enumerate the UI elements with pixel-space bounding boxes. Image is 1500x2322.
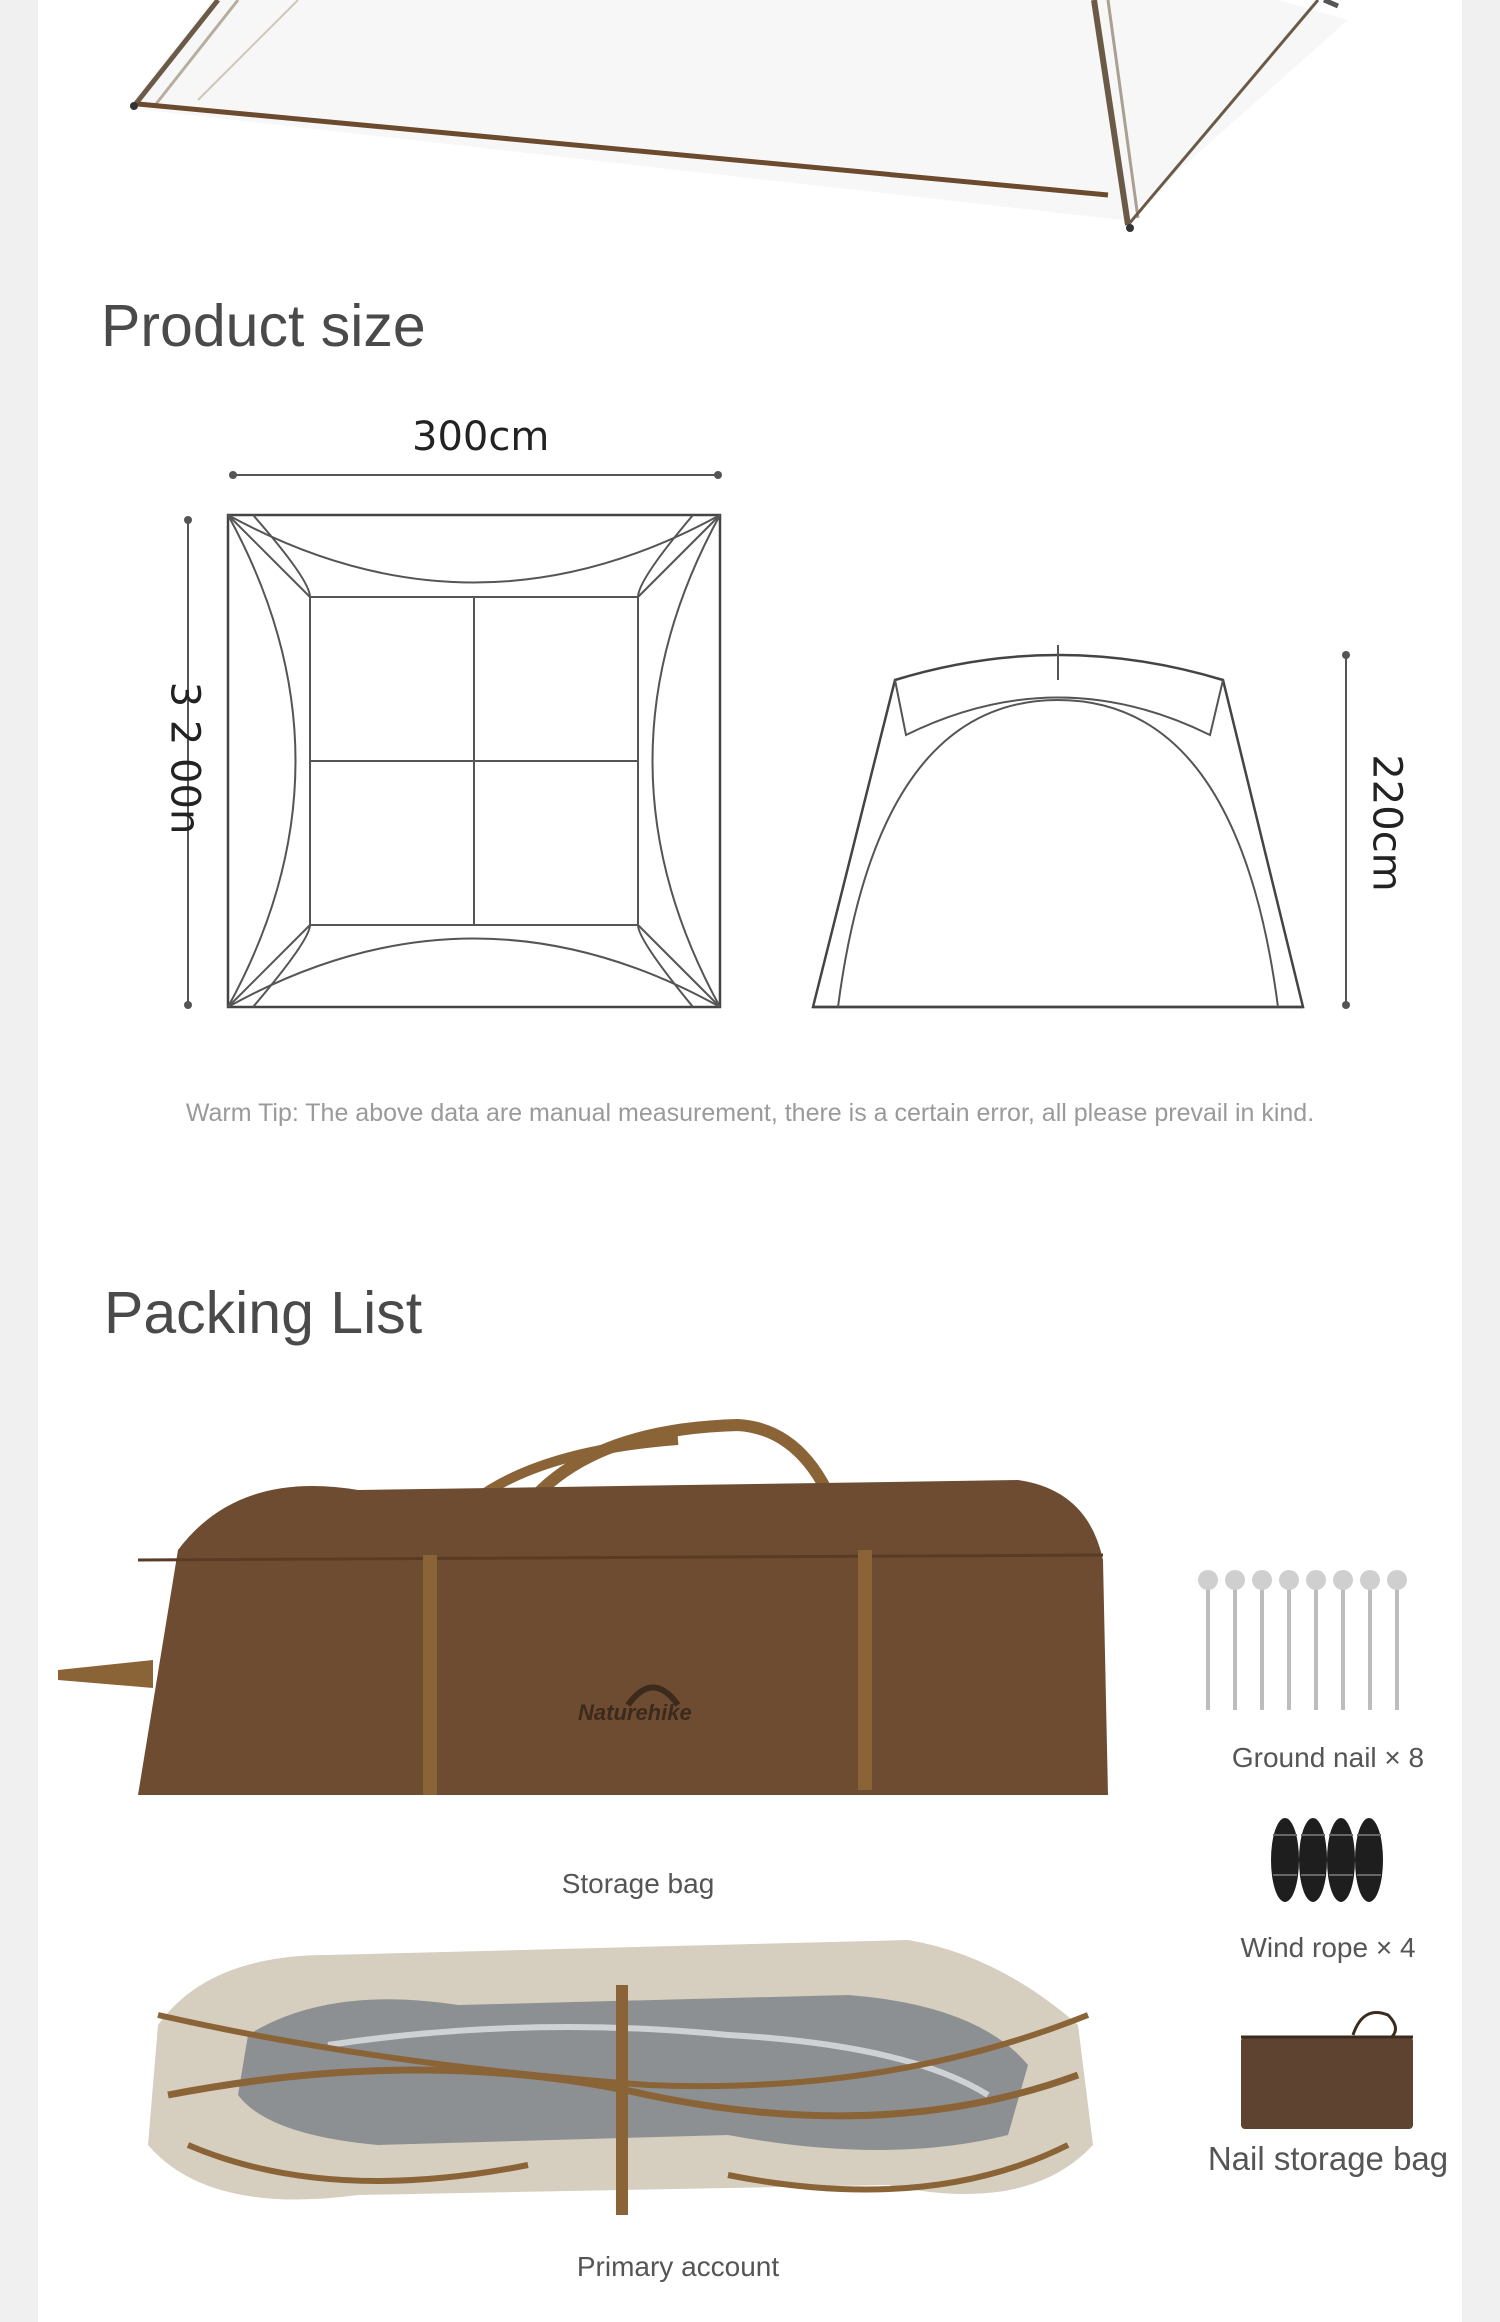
width-dimension-label: 300cm — [412, 414, 550, 460]
ground-nail-caption: Ground nail × 8 — [1231, 1742, 1425, 1773]
product-page — [38, 0, 1462, 2322]
product-size-title: Product size — [101, 293, 426, 359]
wind-rope-caption: Wind rope × 4 — [1240, 1932, 1416, 1963]
brand-logo: Naturehike — [578, 1700, 692, 1725]
packing-list-title: Packing List — [104, 1280, 423, 1346]
nail-bag-image — [1203, 2005, 1433, 2135]
storage-bag-caption: Storage bag — [561, 1868, 715, 1899]
depth-dimension-label: 3 2 00n — [161, 681, 208, 835]
storage-bag-image — [58, 1410, 1158, 1830]
tent-top-view-diagram — [38, 0, 1462, 1100]
nail-storage-bag-caption: Nail storage bag — [1207, 2140, 1449, 2177]
folded-tent-caption: Primary account — [576, 2251, 780, 2282]
wind-ropes-image — [1263, 1805, 1393, 1915]
folded-tent-image — [128, 1895, 1128, 2235]
ground-nails-image — [1188, 1565, 1458, 1715]
measurement-tip: Warm Tip: The above data are manual measurement, there is a certain error, all please prevail in kind. — [185, 1099, 1315, 1127]
height-dimension-label: 220cm — [1363, 754, 1410, 892]
